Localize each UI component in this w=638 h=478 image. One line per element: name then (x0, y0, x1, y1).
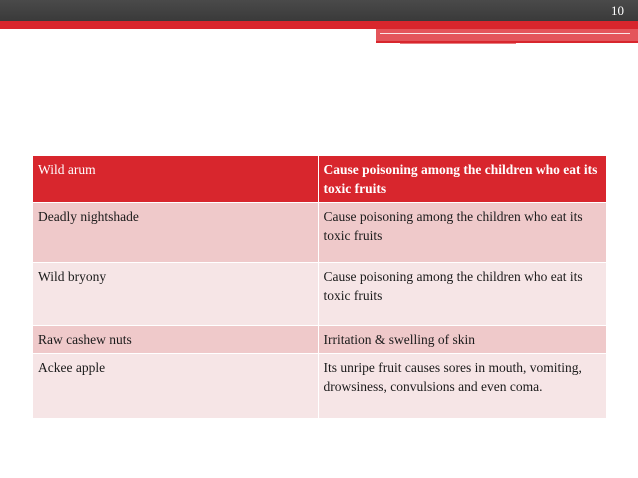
top-bar (0, 0, 638, 21)
table-row (33, 354, 606, 419)
top-red-band (0, 21, 638, 29)
decor-line (380, 33, 630, 34)
decor-line (400, 43, 516, 44)
header-cell-effect: Cause poisoning among the children who eat its toxic fruits (318, 156, 606, 203)
table-row (33, 326, 606, 354)
effect-cell: Irritation & swelling of skin (318, 326, 606, 354)
plant-cell: Raw cashew nuts (33, 326, 318, 354)
table-row (33, 203, 606, 263)
plant-effects-table (33, 156, 606, 419)
plant-cell: Ackee apple (33, 354, 318, 419)
plant-cell: Wild bryony (33, 263, 318, 326)
effect-cell: Cause poisoning among the children who eat its toxic fruits (318, 203, 606, 263)
header-cell-plant: Wild arum (33, 156, 318, 203)
top-red-band-right (376, 29, 638, 41)
slide-number: 10 (611, 3, 624, 18)
plant-cell: Deadly nightshade (33, 203, 318, 263)
effect-cell: Its unripe fruit causes sores in mouth, vomiting, drowsiness, convulsions and even coma. (318, 354, 606, 419)
table-row (33, 263, 606, 326)
table-header-row (33, 156, 606, 203)
effect-cell: Cause poisoning among the children who eat its toxic fruits (318, 263, 606, 326)
